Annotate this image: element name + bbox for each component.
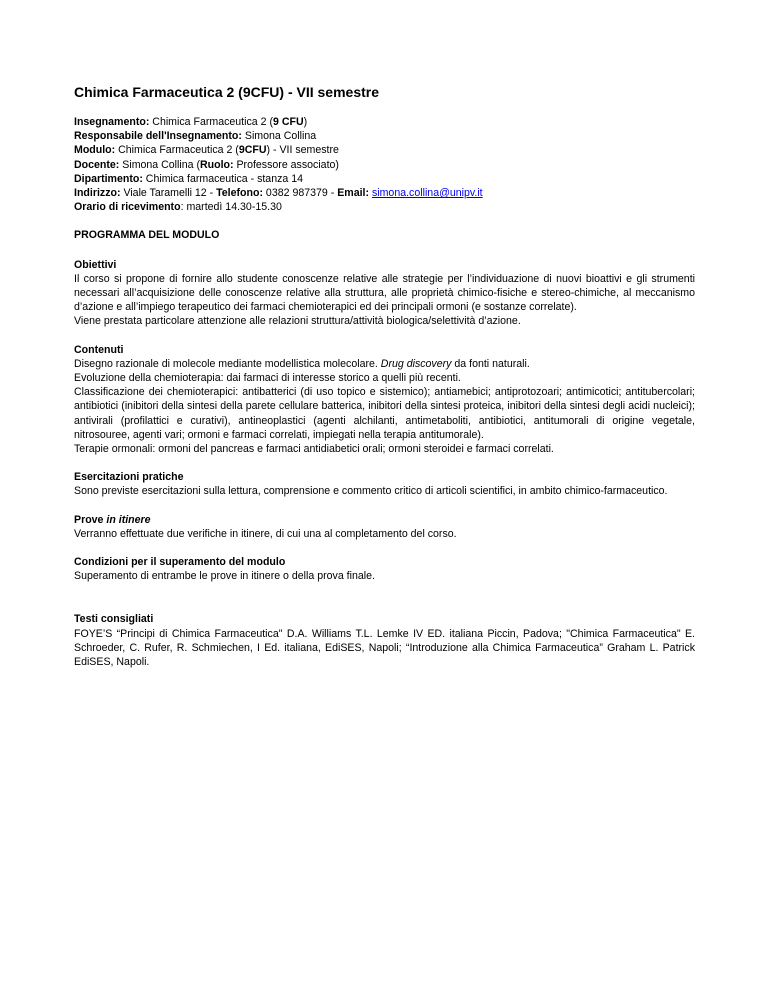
course-info: [74, 115, 695, 214]
modulo-semester: ) - VII semestre: [266, 144, 339, 157]
prove-heading-italic: in itinere: [106, 513, 151, 526]
dipartimento-value: Chimica farmaceutica - stanza 14: [142, 172, 304, 185]
contenuti-line-3: Classificazione dei chemioterapici: antibatterici (di uso topico e sistemico); antiamebici; antiprotozoari; antimicotici; antitubercolari; antibiotici (inibitori della sintesi della parete cellulare batterica, inibitori della sintesi proteica, inibitori della sintesi degli acidi nucleici); antivirali (profilattici e curativi), antineoplastici (agenti alchilanti, antimetaboliti, antibiotici, antitumorali di origine vegetale, nitrosouree, agenti vari; ormoni e farmaci correlati, impiegati nella terapia antitumorale).: [74, 386, 695, 441]
condizioni-paragraph: Superamento di entrambe le prove in itinere o della prova finale.: [74, 570, 375, 583]
testi-heading: Testi consigliati: [74, 613, 154, 626]
esercitazioni-paragraph: Sono previste esercitazioni sulla lettura, comprensione e commento critico di articoli scientifici, in ambito chimico-farmaceutico.: [74, 485, 668, 498]
page-title: Chimica Farmaceutica 2 (9CFU) - VII semestre: [74, 84, 380, 100]
obiettivi-heading: Obiettivi: [74, 258, 117, 271]
dipartimento-row: [74, 172, 695, 186]
insegnamento-cfu: 9 CFU: [272, 116, 304, 128]
contenuti-line-1-post: da fonti naturali.: [451, 357, 530, 370]
condizioni-heading: Condizioni per il superamento del modulo: [74, 556, 286, 569]
obiettivi-paragraph-2: Viene prestata particolare attenzione alle relazioni struttura/attività biologica/selettività d’azione.: [74, 315, 521, 328]
testi-paragraph: FOYE’S “Principi di Chimica Farmaceutica" D.A. Williams T.L. Lemke IV ED. italiana Piccin, Padova; "Chimica Farmaceutica" E. Schroeder, C. Rufer, R. Schmiechen, I Ed. italiana, EdiSES, Napoli; “Introduzione alla Chimica Farmaceutica” Graham L. Patrick EdiSES, Napoli.: [74, 627, 695, 669]
modulo-cfu: 9CFU: [238, 144, 267, 157]
indirizzo-value: Viale Taramelli 12 -: [120, 187, 217, 200]
orario-label: Orario di ricevimento: [74, 201, 181, 214]
ruolo-value: Professore associato): [233, 158, 339, 171]
docente-label: Docente:: [74, 158, 120, 171]
contenuti-line-4: Terapie ormonali: ormoni del pancreas e farmaci antidiabetici orali; ormoni steroidei e farmaci correlati.: [74, 443, 554, 456]
responsabile-label: Responsabile dell'Insegnamento:: [74, 130, 242, 143]
modulo-row: [74, 143, 695, 157]
prove-heading: [74, 513, 695, 527]
ruolo-label: Ruolo:: [200, 158, 234, 171]
document-page: [74, 83, 695, 669]
programma-heading: PROGRAMMA DEL MODULO: [74, 229, 220, 242]
orario-row: [74, 200, 695, 214]
docente-value: Simona Collina (: [119, 158, 200, 171]
responsabile-row: [74, 129, 695, 143]
contenuti-line-2: Evoluzione della chemioterapia: dai farmaci di interesse storico a quelli più recenti.: [74, 372, 461, 385]
obiettivi-paragraph: Il corso si propone di fornire allo studente conoscenze relative alle strategie per l’individuazione di nuovi bioattivi e gli strumenti necessari all’acquisizione delle conoscenze relative alla struttura, alle proprietà chimico-fisiche e stereo-chimiche, al meccanismo d’azione e all’impiego terapeutico dei farmaci chemioterapici ed dei principali ormoni (e sostanze correlate).: [74, 272, 695, 314]
email-link[interactable]: simona.collina@unipv.it: [371, 187, 483, 200]
modulo-value: Chimica Farmaceutica 2 (: [115, 144, 239, 157]
insegnamento-value: Chimica Farmaceutica 2 (: [149, 116, 273, 128]
prove-paragraph: Verranno effettuate due verifiche in itinere, di cui una al completamento del corso.: [74, 527, 457, 540]
docente-row: [74, 158, 695, 172]
indirizzo-row: [74, 186, 695, 200]
responsabile-value: Simona Collina: [241, 130, 317, 143]
orario-value: : martedì 14.30-15.30: [180, 201, 282, 214]
email-label: Email:: [337, 187, 369, 200]
telefono-label: Telefono:: [216, 187, 263, 200]
dipartimento-label: Dipartimento:: [74, 172, 143, 185]
telefono-value: 0382 987379 -: [262, 187, 338, 200]
insegnamento-close: ): [303, 116, 308, 128]
contenuti-line-1: [74, 357, 695, 371]
modulo-label: Modulo:: [74, 144, 116, 157]
contenuti-heading: Contenuti: [74, 343, 124, 356]
prove-heading-pre: Prove: [74, 513, 107, 526]
drug-discovery-text: Drug discovery: [380, 357, 452, 370]
contenuti-line-1-pre: Disegno razionale di molecole mediante modellistica molecolare.: [74, 357, 381, 370]
insegnamento-row: [74, 115, 695, 129]
insegnamento-label: Insegnamento:: [74, 116, 150, 128]
esercitazioni-heading: Esercitazioni pratiche: [74, 471, 184, 484]
indirizzo-label: Indirizzo:: [74, 187, 121, 200]
